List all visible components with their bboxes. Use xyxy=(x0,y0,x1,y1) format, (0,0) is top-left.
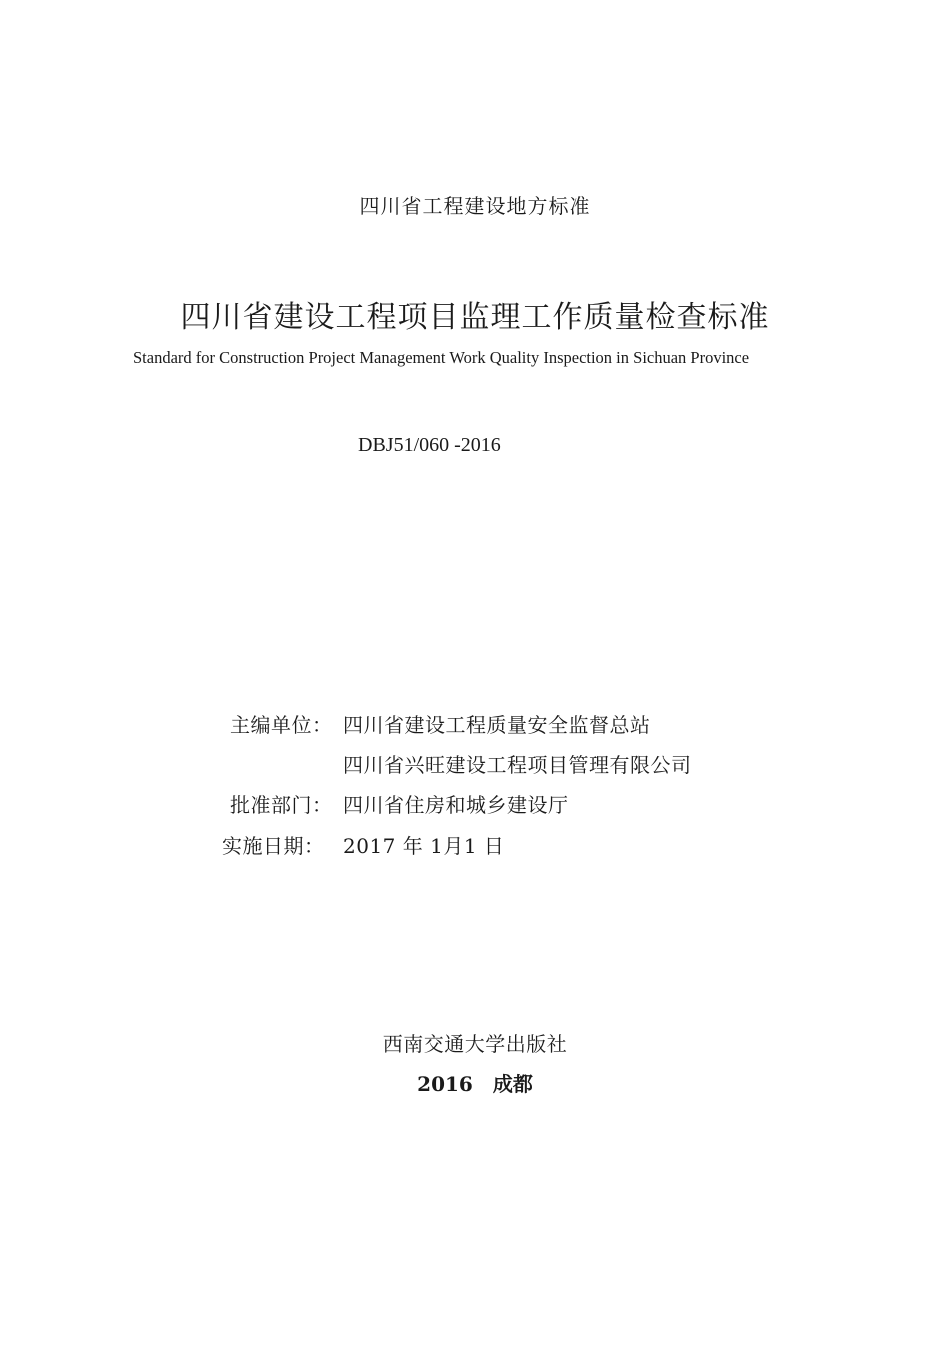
document-title-en: Standard for Construction Project Management Work Quality Inspection in Sichuan Province xyxy=(133,348,750,367)
approval-label: 批准部门： xyxy=(230,793,333,817)
approval-department: 四川省住房和城乡建设厅 xyxy=(343,793,569,817)
implementation-date-label: 实施日期： xyxy=(222,834,325,858)
document-title-cn: 四川省建设工程项目监理工作质量检查标准 xyxy=(180,300,770,335)
editor-label: 主编单位： xyxy=(230,713,333,737)
publication-year-city: 2016 成都 xyxy=(417,1072,533,1096)
implementation-date: 2017 年 1月1 日 xyxy=(343,834,505,858)
publisher: 西南交通大学出版社 xyxy=(382,1032,568,1056)
series-label: 四川省工程建设地方标准 xyxy=(359,194,591,218)
editor-unit-2: 四川省兴旺建设工程项目管理有限公司 xyxy=(343,753,692,777)
editor-unit-1: 四川省建设工程质量安全监督总站 xyxy=(343,713,651,737)
standard-code: DBJ51/060 -2016 xyxy=(358,434,501,456)
